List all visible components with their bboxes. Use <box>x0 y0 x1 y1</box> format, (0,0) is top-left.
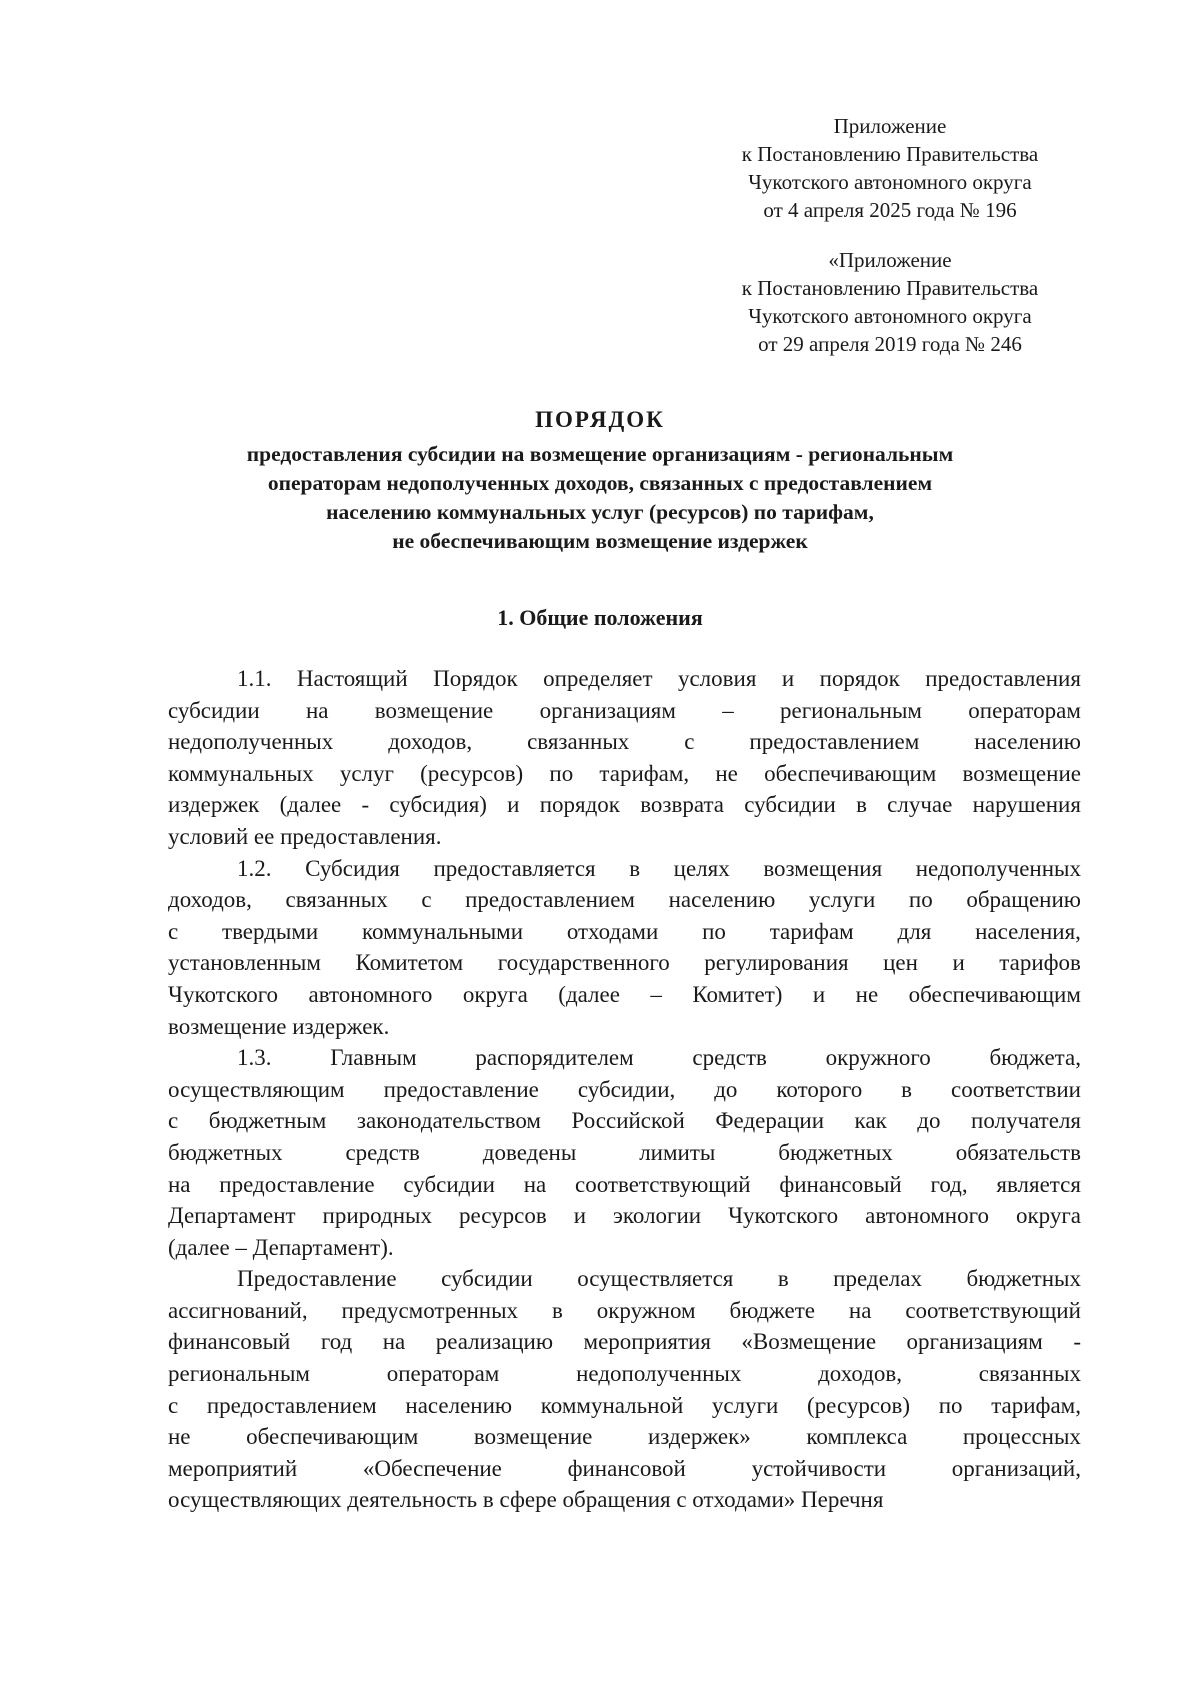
text-line: субсидии на возмещение организациям – региональным операторам <box>168 697 1081 723</box>
text-line: бюджетных средств доведены лимиты бюджетных обязательств <box>168 1139 1081 1165</box>
text-line: 1.1. Настоящий Порядок определяет условия и порядок предоставления <box>237 666 1081 691</box>
text-line: (далее – Департамент). <box>168 1234 394 1260</box>
subtitle-line: не обеспечивающим возмещение издержек <box>392 529 808 553</box>
text-line: возмещение издержек. <box>168 1013 390 1039</box>
document-subtitle <box>150 440 1050 556</box>
text-line: 1.2. Субсидия предоставляется в целях возмещения недополученных <box>237 855 1081 881</box>
text-line: региональным операторам недополученных доходов, связанных <box>168 1361 1081 1387</box>
appendix-region: Чукотского автономного округа <box>748 304 1032 328</box>
appendix-reference: к Постановлению Правительства <box>741 142 1039 166</box>
text-line: Предоставление субсидии осуществляется в пределах бюджетных <box>237 1266 1081 1292</box>
paragraph-p1-3-b <box>168 1263 1081 1516</box>
paragraph-p1-2 <box>168 853 1081 1043</box>
text-line: установленным Комитетом государственного регулирования цен и тарифов <box>168 950 1081 976</box>
text-line: мероприятий «Обеспечение финансовой устойчивости организаций, <box>168 1455 1081 1481</box>
text-line: не обеспечивающим возмещение издержек» комплекса процессных <box>168 1424 1081 1450</box>
text-line: с бюджетным законодательством Российской Федерации как до получателя <box>168 1108 1081 1134</box>
document-title: ПОРЯДОК <box>535 407 665 432</box>
text-line: недополученных доходов, связанных с предоставлением населению <box>168 729 1081 755</box>
subtitle-line: предоставления субсидии на возмещение организациям - региональным <box>246 442 954 466</box>
appendix-label: Приложение <box>833 114 947 138</box>
appendix-label: «Приложение <box>828 248 952 272</box>
text-line: с предоставлением населению коммунальной услуги (ресурсов) по тарифам, <box>168 1392 1081 1418</box>
text-line: Чукотского автономного округа (далее – Комитет) и не обеспечивающим <box>168 981 1081 1007</box>
paragraph-p1-1 <box>168 663 1081 853</box>
text-line: ассигнований, предусмотренных в окружном бюджете на соответствующий <box>168 1297 1081 1323</box>
subtitle-line: населению коммунальных услуг (ресурсов) по тарифам, <box>326 500 874 524</box>
appendix-reference: к Постановлению Правительства <box>741 276 1039 300</box>
text-line: Департамент природных ресурсов и экологии Чукотского автономного округа <box>168 1203 1081 1229</box>
text-line: условий ее предоставления. <box>168 823 442 849</box>
text-line: осуществляющим предоставление субсидии, до которого в соответствии <box>168 1076 1081 1102</box>
paragraph-p1-3 <box>168 1042 1081 1263</box>
text-line: доходов, связанных с предоставлением населению услуги по обращению <box>168 887 1081 913</box>
appendix-header-current <box>720 112 1060 224</box>
appendix-date-number: от 4 апреля 2025 года № 196 <box>763 198 1017 222</box>
text-line: осуществляющих деятельность в сфере обращения с отходами» Перечня <box>168 1487 884 1513</box>
appendix-date-number: от 29 апреля 2019 года № 246 <box>758 332 1022 356</box>
subtitle-line: операторам недополученных доходов, связанных с предоставлением <box>267 471 933 495</box>
text-line: коммунальных услуг (ресурсов) по тарифам, не обеспечивающим возмещение <box>168 760 1081 786</box>
text-line: издержек (далее - субсидия) и порядок возврата субсидии в случае нарушения <box>168 792 1081 818</box>
section-heading: 1. Общие положения <box>497 605 703 630</box>
appendix-header-original <box>720 246 1060 358</box>
text-line: с твердыми коммунальными отходами по тарифам для населения, <box>168 918 1081 944</box>
document-body <box>168 663 1081 1516</box>
text-line: на предоставление субсидии на соответствующий финансовый год, является <box>168 1171 1081 1197</box>
text-line: финансовый год на реализацию мероприятия «Возмещение организациям - <box>168 1329 1081 1355</box>
appendix-region: Чукотского автономного округа <box>748 170 1032 194</box>
text-line: 1.3. Главным распорядителем средств окружного бюджета, <box>237 1045 1081 1071</box>
